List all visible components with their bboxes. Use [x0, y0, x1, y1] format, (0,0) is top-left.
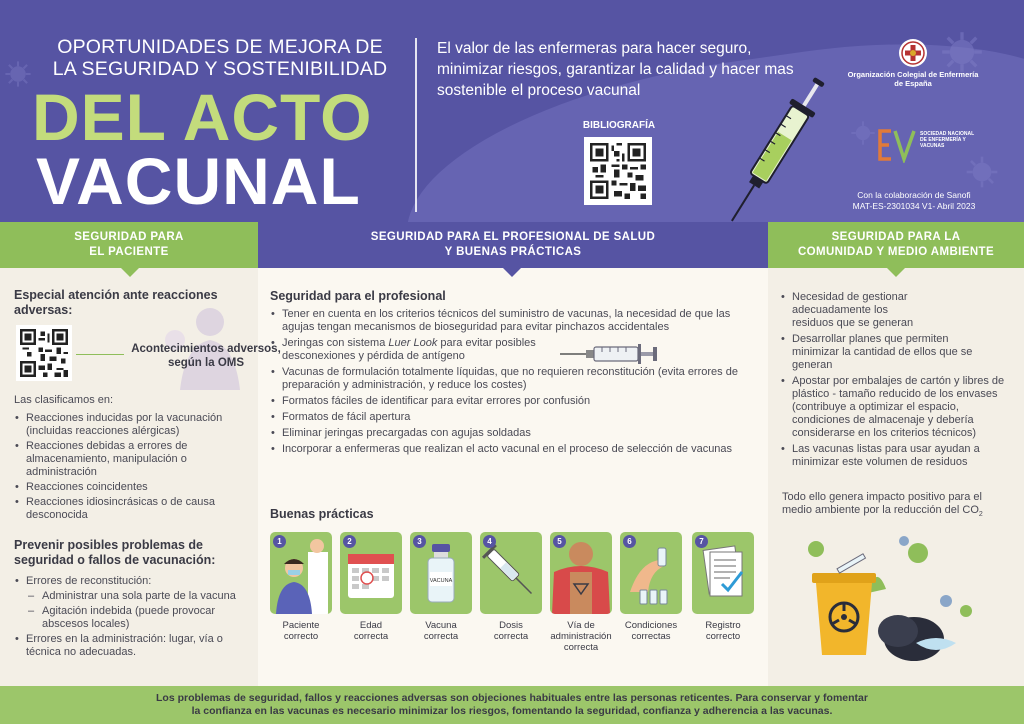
list-item: • Errores de reconstitución:: [14, 575, 254, 588]
practice-label: [471, 620, 551, 642]
qr-icon: [590, 143, 646, 199]
practice-label: [541, 620, 621, 653]
list-item: • Las vacunas listas para usar ayudan a minimizar este volumen de residuos: [780, 443, 1012, 469]
classify-intro: Las clasificamos en:: [14, 394, 114, 406]
list-item: • Necesidad de gestionar adecuadamente los residuos que se generan: [780, 291, 930, 330]
luer-text: Jeringas con sistema: [282, 337, 389, 349]
title-big-line: VACUNAL: [36, 144, 361, 218]
practice-card-conditions: [620, 532, 682, 614]
biohazard-bin-illustration: [786, 533, 976, 663]
nursing-council-name: [838, 70, 988, 88]
practice-card-age: [340, 532, 402, 614]
oms-label: Acontecimientos adversos, según la OMS: [131, 343, 281, 369]
list-item: • Reacciones debidas a errores de almacenamiento, manipulación o administración: [14, 440, 250, 479]
practice-number: 3: [413, 535, 426, 548]
community-safety-list: [780, 291, 1012, 472]
luer-text: para evitar posibles desconexiones y pérdida de antígeno: [282, 337, 536, 362]
practice-label: [611, 620, 691, 642]
header-divider: [415, 38, 417, 212]
footer-line: Los problemas de seguridad, fallos y reacciones adversas son objeciones habituales entre las personas reticentes. Para conservar y fomentar: [156, 692, 868, 704]
co2-subscript: 2: [978, 511, 983, 519]
practice-label-line: correcta: [563, 642, 599, 653]
section-notch: [120, 267, 140, 277]
section-header-line: Y BUENAS PRÁCTICAS: [444, 246, 582, 258]
impact-text: Todo ello genera impacto positivo para el medio ambiente por la reducción del CO: [782, 491, 982, 516]
reaction-types-list: [14, 412, 250, 524]
practice-label-line: Vacuna: [425, 620, 457, 631]
practice-label-line: correcta: [423, 631, 459, 642]
practice-label-line: correcto: [283, 631, 319, 642]
list-item: • Incorporar a enfermeras que realizan el acto vacunal en el proceso de selección de vacunas: [270, 443, 765, 456]
footer-line: la confianza en las vacunas es necesario minimizar los riesgos, fomentando la seguridad, confianza y adherencia a las vacunas.: [191, 705, 833, 717]
practice-label-line: Dosis: [499, 620, 523, 631]
practice-card-vaccine: [410, 532, 472, 614]
practice-label-line: Condiciones: [624, 620, 678, 631]
collab-line: MAT-ES-2301034 V1- Abril 2023: [852, 201, 976, 211]
practice-number: 1: [273, 535, 286, 548]
list-item-luer: [270, 337, 560, 363]
list-item: • Formatos fáciles de identificar para evitar errores por confusión: [270, 395, 765, 408]
section-header-line: SEGURIDAD PARA: [74, 231, 184, 243]
adverse-reactions-heading: Especial atención ante reacciones adversas:: [14, 288, 218, 317]
practice-number: 2: [343, 535, 356, 548]
list-item: • Desarrollar planes que permiten minimizar la cantidad de ellos que se generan: [780, 333, 980, 372]
practice-card-route: [550, 532, 612, 614]
list-item: • Eliminar jeringas precargadas con agujas soldadas: [270, 427, 765, 440]
practice-card-patient: [270, 532, 332, 614]
section-notch: [886, 267, 906, 277]
luer-italic: Luer Look: [388, 337, 438, 349]
practice-label-line: Edad: [359, 620, 383, 631]
collab-line: Con la colaboración de Sanofi: [857, 190, 971, 200]
nursing-council-logo: [898, 38, 928, 68]
practice-number: 5: [553, 535, 566, 548]
practice-label-line: Vía de: [567, 620, 595, 631]
practice-label: [331, 620, 411, 642]
virus-icon: [965, 155, 999, 189]
practice-label-line: correcto: [705, 631, 741, 642]
practice-label-line: Paciente: [282, 620, 320, 631]
bibliography-label: BIBLIOGRAFÍA: [582, 120, 656, 131]
practice-label-line: administración: [550, 631, 612, 642]
ev-society-logo: [877, 127, 917, 163]
virus-icon: [850, 120, 876, 146]
qr-icon: [20, 329, 68, 377]
vial-label: VACUNA: [429, 578, 453, 584]
practice-label-line: Registro: [705, 620, 741, 631]
list-subitem: – Agitación indebida (puede provocar abscesos locales): [14, 605, 254, 631]
practice-label-line: correctas: [631, 631, 671, 642]
list-item: • Tener en cuenta en los criterios técnicos del suministro de vacunas, la necesidad de que las agujas tengan mecanismos de bioseguridad para evitar pinchazos accidentales: [270, 308, 765, 334]
practice-card-record: [692, 532, 754, 614]
collaboration-note: [830, 190, 998, 212]
list-item: • Formatos de fácil apertura: [270, 411, 765, 424]
qr-connector-line: [76, 354, 124, 355]
practice-card-dose: [480, 532, 542, 614]
practice-label-line: correcta: [353, 631, 389, 642]
list-subitem: – Administrar una sola parte de la vacuna: [14, 590, 254, 603]
org-name-line: de España: [894, 79, 932, 88]
list-item: • Reacciones inducidas por la vacunación (incluidas reacciones alérgicas): [14, 412, 250, 438]
good-practices-heading: Buenas prácticas: [270, 507, 374, 521]
title-small: [35, 36, 405, 80]
virus-icon: [940, 30, 984, 74]
practice-number: 7: [695, 535, 708, 548]
section-header-line: SEGURIDAD PARA LA: [831, 231, 961, 243]
list-item: • Reacciones coincidentes: [14, 481, 250, 494]
title-big-line: DEL ACTO: [32, 80, 373, 154]
list-item: • Vacunas de formulación totalmente líquidas, que no requieren reconstitución (evita errores de preparación y administración, y reduce los costes): [270, 366, 765, 392]
prevent-errors-list: [14, 575, 254, 661]
list-item: • Reacciones idiosincrásicas o de causa desconocida: [14, 496, 250, 522]
section-header-line: COMUNIDAD Y MEDIO AMBIENTE: [797, 246, 995, 258]
syringe-illustration: [720, 65, 830, 222]
ev-society-name: SOCIEDAD NACIONAL DE ENFERMERÍA Y VACUNAS: [920, 131, 975, 149]
section-header-line: EL PACIENTE: [89, 246, 169, 258]
section-header-professional: [258, 222, 768, 268]
practice-number: 4: [483, 535, 496, 548]
bibliography-qr-code[interactable]: [584, 137, 652, 205]
section-header-community: [768, 222, 1024, 268]
list-item: • Errores en la administración: lugar, vía o técnica no adecuadas.: [14, 633, 254, 659]
section-header-line: SEGURIDAD PARA EL PROFESIONAL DE SALUD: [370, 231, 656, 243]
title-small-line: LA SEGURIDAD Y SOSTENIBILIDAD: [52, 58, 388, 80]
practice-number: 6: [623, 535, 636, 548]
org-name-line: Organización Colegial de Enfermería: [847, 70, 979, 79]
prevent-problems-heading: Prevenir posibles problemas de seguridad o fallos de vacunación:: [14, 538, 216, 567]
practice-label: [261, 620, 341, 642]
professional-safety-list: [270, 308, 765, 459]
environment-impact-note: [782, 491, 1014, 521]
oms-qr-code[interactable]: [16, 325, 72, 381]
header-banner: [0, 0, 1024, 222]
practice-label: [683, 620, 763, 642]
practice-label-line: correcta: [493, 631, 529, 642]
luer-syringe-icon: [560, 343, 660, 365]
professional-safety-heading: Seguridad para el profesional: [270, 289, 446, 303]
list-item: • Apostar por embalajes de cartón y libres de plástico - tamaño reducido de los envases (contribuye a optimizar el espacio, condiciones de almacenaje y debería considerarse en los criterios técnicos): [780, 375, 1012, 440]
title-small-line: OPORTUNIDADES DE MEJORA DE: [57, 36, 383, 58]
practice-label: [401, 620, 481, 642]
section-notch: [502, 267, 522, 277]
virus-icon: [4, 60, 32, 88]
section-header-patient: [0, 222, 258, 268]
header-subtitle: El valor de las enfermeras para hacer seguro, minimizar riesgos, garantizar la calidad y hacer mas sostenible el proceso vacunal: [437, 40, 794, 99]
footer-banner: [0, 686, 1024, 724]
